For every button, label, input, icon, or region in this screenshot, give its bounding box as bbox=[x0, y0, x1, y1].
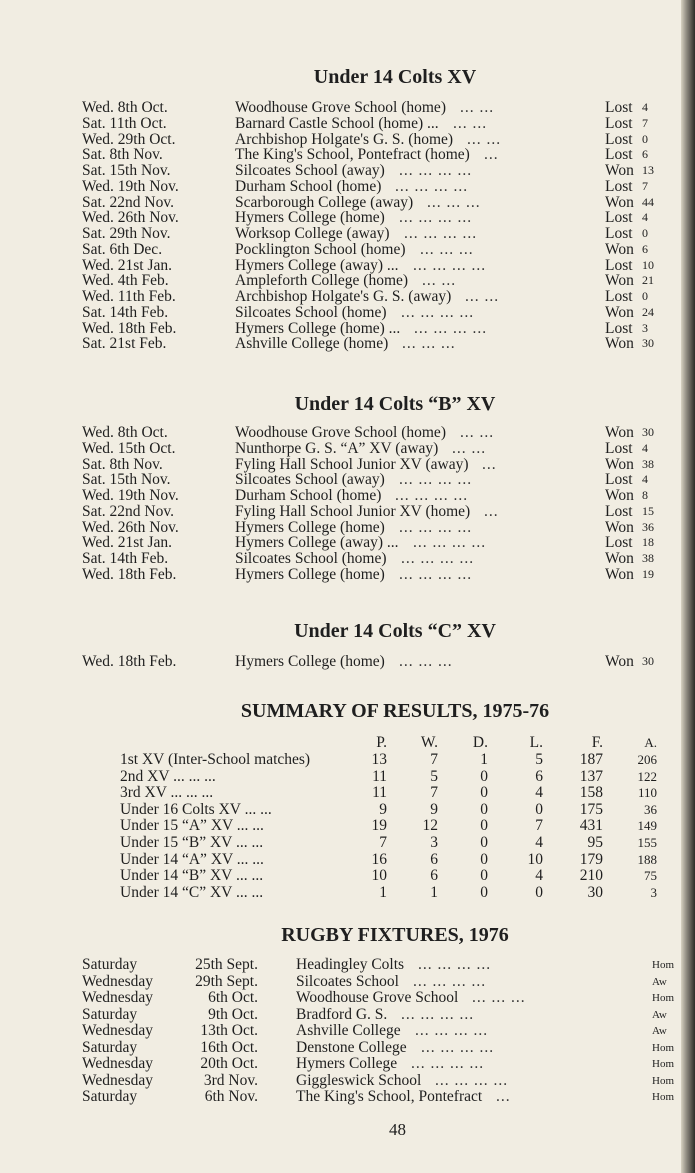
fixture-day: Wednesday bbox=[82, 989, 154, 1006]
match-result: Lost bbox=[605, 288, 633, 305]
summary-team: Under 15 “A” XV ... ... bbox=[120, 817, 264, 835]
match-score: 10 bbox=[642, 257, 654, 272]
match-result: Lost bbox=[605, 439, 633, 457]
match-result: Won bbox=[605, 162, 634, 179]
fixture-date: 9th Oct. bbox=[208, 1005, 258, 1023]
match-score: 3 bbox=[642, 320, 648, 335]
fixture-day: Wednesday bbox=[82, 1022, 154, 1039]
summary-for: 175 bbox=[579, 800, 603, 818]
match-result: Lost bbox=[605, 114, 633, 132]
match-result: Lost bbox=[605, 146, 633, 164]
match-score: 30 bbox=[642, 654, 654, 668]
fixture-venue: Hom bbox=[652, 959, 674, 971]
fixture-venue: Hom bbox=[652, 1041, 674, 1054]
fixture-date: 16th Oct. bbox=[200, 1038, 258, 1056]
match-date: Wed. 4th Feb. bbox=[82, 272, 169, 290]
fixture-day: Wednesday bbox=[82, 1071, 154, 1089]
summary-lost: 5 bbox=[535, 751, 543, 768]
match-date: Wed. 26th Nov. bbox=[82, 518, 179, 536]
col-header-a: A. bbox=[644, 735, 657, 750]
match-opponent: Silcoates School (home) bbox=[235, 303, 387, 321]
leader-dots: ... ... ... ... bbox=[418, 957, 492, 973]
match-opponent: Archbishop Holgate's G. S. (away) bbox=[235, 288, 452, 305]
leader-dots: ... ... ... ... bbox=[413, 535, 487, 551]
fixture-opponent: Ashville College bbox=[296, 1022, 401, 1039]
match-date: Sat. 6th Dec. bbox=[82, 240, 163, 258]
leader-dots: ... ... ... ... bbox=[399, 519, 473, 535]
summary-drawn: 0 bbox=[480, 800, 488, 818]
summary-against: 155 bbox=[637, 835, 657, 850]
leader-dots: ... ... ... ... bbox=[395, 178, 469, 194]
match-score: 4 bbox=[642, 210, 648, 225]
summary-drawn: 0 bbox=[480, 834, 488, 851]
summary-against: 122 bbox=[637, 768, 657, 784]
leader-dots: ... ... ... ... bbox=[411, 1056, 485, 1072]
summary-won: 6 bbox=[430, 850, 438, 868]
match-opponent: Archbishop Holgate's G. S. (home) bbox=[235, 130, 454, 148]
leader-dots: ... ... bbox=[453, 115, 488, 131]
fixture-venue: Hom bbox=[652, 1058, 674, 1070]
fixture-date: 25th Sept. bbox=[195, 956, 258, 973]
match-score: 38 bbox=[642, 456, 654, 471]
match-result: Won bbox=[605, 303, 634, 321]
leader-dots: ... ... ... ... bbox=[421, 1039, 495, 1056]
leader-dots: ... ... ... ... bbox=[413, 257, 487, 273]
match-opponent: Hymers College (home) bbox=[235, 518, 385, 536]
summary-team: Under 14 “B” XV ... ... bbox=[120, 867, 264, 885]
leader-dots: ... ... ... bbox=[420, 241, 474, 257]
fixture-venue: Aw bbox=[652, 975, 667, 988]
match-result: Won bbox=[605, 272, 634, 290]
summary-against: 36 bbox=[644, 801, 657, 817]
match-score: 36 bbox=[642, 519, 654, 534]
summary-drawn: 1 bbox=[480, 751, 488, 768]
summary-for: 95 bbox=[587, 834, 603, 851]
match-opponent: Durham School (home) bbox=[235, 487, 382, 504]
leader-dots: ... ... ... ... bbox=[399, 566, 473, 582]
leader-dots: ... bbox=[482, 456, 497, 472]
match-result: Lost bbox=[605, 319, 633, 337]
summary-won: 7 bbox=[430, 751, 438, 768]
leader-dots: ... ... ... ... bbox=[401, 304, 475, 320]
match-result: Won bbox=[605, 424, 634, 441]
match-opponent: Silcoates School (away) bbox=[235, 471, 385, 489]
summary-against: 206 bbox=[637, 752, 657, 767]
match-score: 0 bbox=[642, 226, 648, 240]
match-date: Wed. 26th Nov. bbox=[82, 209, 179, 227]
match-date: Wed. 8th Oct. bbox=[82, 424, 168, 441]
summary-won: 6 bbox=[430, 867, 438, 885]
match-score: 24 bbox=[642, 304, 654, 319]
match-date: Wed. 11th Feb. bbox=[82, 288, 176, 305]
summary-lost: 4 bbox=[535, 867, 543, 885]
match-opponent: Barnard Castle School (home) ... bbox=[235, 114, 439, 132]
match-score: 6 bbox=[642, 147, 648, 162]
match-score: 0 bbox=[642, 289, 648, 303]
match-opponent: Nunthorpe G. S. “A” XV (away) bbox=[235, 439, 439, 457]
fixture-opponent: Headingley Colts bbox=[296, 956, 405, 973]
col-header-l: L. bbox=[529, 734, 543, 751]
match-opponent: Fyling Hall School Junior XV (home) bbox=[235, 502, 471, 520]
fixture-opponent: The King's School, Pontefract bbox=[296, 1088, 483, 1105]
match-score: 13 bbox=[642, 163, 654, 177]
leader-dots: ... ... ... ... bbox=[413, 973, 487, 990]
summary-team: Under 14 “C” XV ... ... bbox=[120, 883, 264, 901]
match-score: 38 bbox=[642, 551, 654, 565]
summary-against: 75 bbox=[644, 868, 657, 884]
match-date: Sat. 11th Oct. bbox=[82, 114, 167, 132]
leader-dots: ... ... ... ... bbox=[399, 163, 473, 178]
match-result: Won bbox=[605, 550, 634, 567]
leader-dots: ... ... ... bbox=[399, 654, 453, 669]
leader-dots: ... bbox=[484, 147, 499, 163]
fixture-date: 29th Sept. bbox=[195, 972, 258, 990]
match-opponent: Woodhouse Grove School (home) bbox=[235, 99, 446, 116]
match-date: Sat. 14th Feb. bbox=[82, 303, 169, 321]
fixture-opponent: Silcoates School bbox=[296, 972, 399, 990]
fixture-opponent: Denstone College bbox=[296, 1038, 407, 1056]
match-opponent: Ampleforth College (home) bbox=[235, 272, 409, 290]
summary-drawn: 0 bbox=[480, 883, 488, 901]
match-date: Sat. 15th Nov. bbox=[82, 162, 171, 179]
match-score: 0 bbox=[642, 131, 648, 146]
match-score: 19 bbox=[642, 566, 654, 581]
match-date: Sat. 29th Nov. bbox=[82, 225, 171, 242]
match-opponent: Ashville College (home) bbox=[235, 335, 389, 353]
match-opponent: Hymers College (away) ... bbox=[235, 256, 399, 274]
leader-dots: ... ... bbox=[467, 131, 502, 147]
summary-played: 7 bbox=[379, 834, 387, 851]
match-date: Wed. 15th Oct. bbox=[82, 439, 176, 457]
fixture-day: Saturday bbox=[82, 1088, 138, 1105]
summary-drawn: 0 bbox=[480, 850, 488, 868]
summary-for: 187 bbox=[579, 751, 603, 768]
summary-played: 13 bbox=[371, 751, 387, 768]
match-result: Won bbox=[605, 518, 634, 536]
fixture-date: 13th Oct. bbox=[200, 1022, 258, 1039]
summary-for: 431 bbox=[579, 817, 603, 835]
match-score: 18 bbox=[642, 535, 654, 550]
leader-dots: ... ... bbox=[465, 289, 500, 304]
match-score: 44 bbox=[642, 194, 654, 209]
summary-drawn: 0 bbox=[480, 767, 488, 785]
fixture-day: Saturday bbox=[82, 1038, 138, 1056]
summary-for: 137 bbox=[579, 767, 603, 785]
summary-drawn: 0 bbox=[480, 867, 488, 885]
match-score: 4 bbox=[642, 100, 648, 114]
match-date: Sat. 8th Nov. bbox=[82, 146, 163, 164]
summary-team: Under 16 Colts XV ... ... bbox=[120, 800, 272, 818]
match-result: Lost bbox=[605, 502, 633, 520]
summary-for: 30 bbox=[587, 883, 603, 901]
fixture-venue: Hom bbox=[652, 1091, 674, 1103]
match-result: Won bbox=[605, 653, 634, 670]
match-opponent: Woodhouse Grove School (home) bbox=[235, 424, 446, 441]
leader-dots: ... ... ... ... bbox=[399, 210, 473, 226]
match-result: Won bbox=[605, 335, 634, 353]
leader-dots: ... ... ... ... bbox=[401, 1006, 475, 1023]
summary-won: 9 bbox=[430, 800, 438, 818]
match-result: Lost bbox=[605, 225, 633, 242]
match-date: Wed. 19th Nov. bbox=[82, 177, 179, 195]
match-date: Sat. 14th Feb. bbox=[82, 550, 169, 567]
summary-team: Under 15 “B” XV ... ... bbox=[120, 834, 264, 851]
leader-dots: ... ... ... ... bbox=[415, 1023, 489, 1039]
summary-played: 9 bbox=[379, 800, 387, 818]
summary-for: 158 bbox=[579, 784, 603, 802]
fixture-venue: Hom bbox=[652, 992, 674, 1004]
leader-dots: ... ... bbox=[422, 273, 457, 289]
fixture-opponent: Bradford G. S. bbox=[296, 1005, 388, 1023]
fixture-day: Wednesday bbox=[82, 972, 154, 990]
match-score: 4 bbox=[642, 472, 648, 487]
match-result: Lost bbox=[605, 130, 633, 148]
match-date: Sat. 22nd Nov. bbox=[82, 502, 174, 520]
match-score: 21 bbox=[642, 273, 654, 288]
summary-lost: 4 bbox=[535, 834, 543, 851]
match-date: Wed. 8th Oct. bbox=[82, 99, 168, 116]
summary-team: 2nd XV ... ... ... bbox=[120, 767, 216, 785]
summary-against: 3 bbox=[650, 884, 657, 900]
leader-dots: ... ... bbox=[460, 425, 495, 440]
match-date: Sat. 15th Nov. bbox=[82, 471, 171, 489]
match-opponent: Hymers College (home) bbox=[235, 209, 385, 227]
match-score: 4 bbox=[642, 440, 648, 455]
match-result: Lost bbox=[605, 256, 633, 274]
section-heading-colts-b-xv: Under 14 Colts “B” XV bbox=[294, 393, 496, 415]
match-date: Sat. 8th Nov. bbox=[82, 455, 163, 473]
summary-lost: 0 bbox=[535, 883, 543, 901]
col-header-d: D. bbox=[472, 734, 488, 751]
summary-lost: 0 bbox=[535, 800, 543, 818]
leader-dots: ... ... bbox=[460, 100, 495, 115]
match-opponent: Scarborough College (away) bbox=[235, 193, 414, 211]
summary-drawn: 0 bbox=[480, 784, 488, 802]
summary-for: 179 bbox=[579, 850, 603, 868]
match-result: Won bbox=[605, 455, 634, 473]
summary-lost: 10 bbox=[527, 850, 543, 868]
summary-against: 188 bbox=[637, 851, 657, 867]
match-result: Lost bbox=[605, 99, 633, 116]
match-opponent: Pocklington School (home) bbox=[235, 240, 406, 258]
leader-dots: ... ... ... ... bbox=[399, 472, 473, 488]
leader-dots: ... ... ... bbox=[427, 194, 481, 210]
adjacent-page-edge bbox=[681, 0, 695, 1173]
match-opponent: The King's School, Pontefract (home) bbox=[235, 146, 470, 164]
fixture-date: 20th Oct. bbox=[200, 1055, 258, 1072]
match-score: 30 bbox=[642, 425, 654, 439]
match-date: Wed. 29th Oct. bbox=[82, 130, 176, 148]
match-score: 7 bbox=[642, 178, 648, 193]
match-date: Wed. 18th Feb. bbox=[82, 653, 177, 670]
fixture-venue: Aw bbox=[652, 1008, 667, 1021]
fixture-opponent: Woodhouse Grove School bbox=[296, 989, 459, 1006]
match-date: Wed. 21st Jan. bbox=[82, 256, 173, 274]
summary-team: Under 14 “A” XV ... ... bbox=[120, 850, 264, 868]
leader-dots: ... bbox=[496, 1089, 511, 1105]
section-heading-colts-c-xv: Under 14 Colts “C” XV bbox=[294, 620, 496, 642]
match-date: Wed. 18th Feb. bbox=[82, 565, 177, 583]
match-opponent: Silcoates School (home) bbox=[235, 550, 387, 567]
fixtures-heading: RUGBY FIXTURES, 1976 bbox=[281, 924, 509, 946]
leader-dots: ... ... ... ... bbox=[401, 551, 475, 566]
match-opponent: Hymers College (home) bbox=[235, 565, 385, 583]
fixture-date: 6th Oct. bbox=[208, 989, 258, 1006]
leader-dots: ... ... ... ... bbox=[435, 1072, 509, 1089]
summary-won: 5 bbox=[430, 767, 438, 785]
summary-won: 7 bbox=[430, 784, 438, 802]
summary-played: 10 bbox=[371, 867, 387, 885]
match-opponent: Worksop College (away) bbox=[235, 225, 390, 242]
match-result: Lost bbox=[605, 209, 633, 227]
match-date: Wed. 18th Feb. bbox=[82, 319, 177, 337]
match-score: 6 bbox=[642, 241, 648, 256]
match-result: Won bbox=[605, 240, 634, 258]
summary-drawn: 0 bbox=[480, 817, 488, 835]
fixture-date: 6th Nov. bbox=[204, 1088, 258, 1105]
col-header-w: W. bbox=[420, 734, 438, 751]
leader-dots: ... ... ... ... bbox=[395, 488, 469, 503]
summary-won: 3 bbox=[430, 834, 438, 851]
match-result: Lost bbox=[605, 534, 633, 552]
summary-played: 16 bbox=[371, 850, 387, 868]
summary-lost: 4 bbox=[535, 784, 543, 802]
match-opponent: Durham School (home) bbox=[235, 177, 382, 195]
match-result: Lost bbox=[605, 471, 633, 489]
leader-dots: ... ... ... ... bbox=[414, 320, 488, 336]
match-date: Wed. 19th Nov. bbox=[82, 487, 179, 504]
match-opponent: Hymers College (home) bbox=[235, 653, 385, 670]
fixture-day: Wednesday bbox=[82, 1055, 154, 1072]
fixture-venue: Hom bbox=[652, 1074, 674, 1087]
match-date: Sat. 22nd Nov. bbox=[82, 193, 174, 211]
leader-dots: ... ... bbox=[452, 440, 487, 456]
col-header-f: F. bbox=[591, 734, 603, 751]
match-date: Wed. 21st Jan. bbox=[82, 534, 173, 552]
summary-lost: 6 bbox=[535, 767, 543, 785]
summary-against: 110 bbox=[637, 785, 657, 801]
summary-team: 3rd XV ... ... ... bbox=[120, 784, 214, 802]
match-score: 30 bbox=[642, 336, 654, 351]
summary-won: 1 bbox=[430, 883, 438, 901]
leader-dots: ... ... ... bbox=[472, 990, 526, 1006]
fixture-day: Saturday bbox=[82, 1005, 138, 1023]
col-header-p: P. bbox=[376, 734, 387, 751]
fixture-date: 3rd Nov. bbox=[203, 1071, 258, 1089]
match-score: 7 bbox=[642, 115, 648, 130]
match-result: Won bbox=[605, 565, 634, 583]
page-number: 48 bbox=[389, 1120, 406, 1139]
summary-team: 1st XV (Inter-School matches) bbox=[120, 751, 311, 768]
summary-won: 12 bbox=[422, 817, 438, 835]
match-result: Won bbox=[605, 193, 634, 211]
match-opponent: Fyling Hall School Junior XV (away) bbox=[235, 455, 469, 473]
fixture-venue: Aw bbox=[652, 1025, 667, 1037]
summary-against: 149 bbox=[637, 818, 657, 834]
match-date: Sat. 21st Feb. bbox=[82, 335, 167, 353]
leader-dots: ... ... ... bbox=[402, 336, 456, 352]
match-result: Lost bbox=[605, 177, 633, 195]
match-score: 8 bbox=[642, 488, 648, 502]
section-heading-colts-xv: Under 14 Colts XV bbox=[313, 66, 477, 88]
summary-heading: SUMMARY OF RESULTS, 1975-76 bbox=[240, 700, 550, 722]
summary-lost: 7 bbox=[535, 817, 543, 835]
summary-played: 19 bbox=[371, 817, 387, 835]
match-result: Won bbox=[605, 487, 634, 504]
match-opponent: Hymers College (away) ... bbox=[235, 534, 399, 552]
leader-dots: ... ... ... ... bbox=[404, 226, 478, 241]
match-opponent: Silcoates School (away) bbox=[235, 162, 385, 179]
fixture-opponent: Hymers College bbox=[296, 1055, 398, 1072]
fixture-opponent: Giggleswick School bbox=[296, 1071, 422, 1089]
summary-played: 11 bbox=[372, 784, 387, 802]
leader-dots: ... bbox=[484, 503, 499, 519]
summary-for: 210 bbox=[579, 867, 603, 885]
summary-played: 1 bbox=[379, 883, 387, 901]
summary-played: 11 bbox=[372, 767, 387, 785]
match-score: 15 bbox=[642, 503, 654, 518]
match-opponent: Hymers College (home) ... bbox=[235, 319, 401, 337]
fixture-day: Saturday bbox=[82, 956, 138, 973]
